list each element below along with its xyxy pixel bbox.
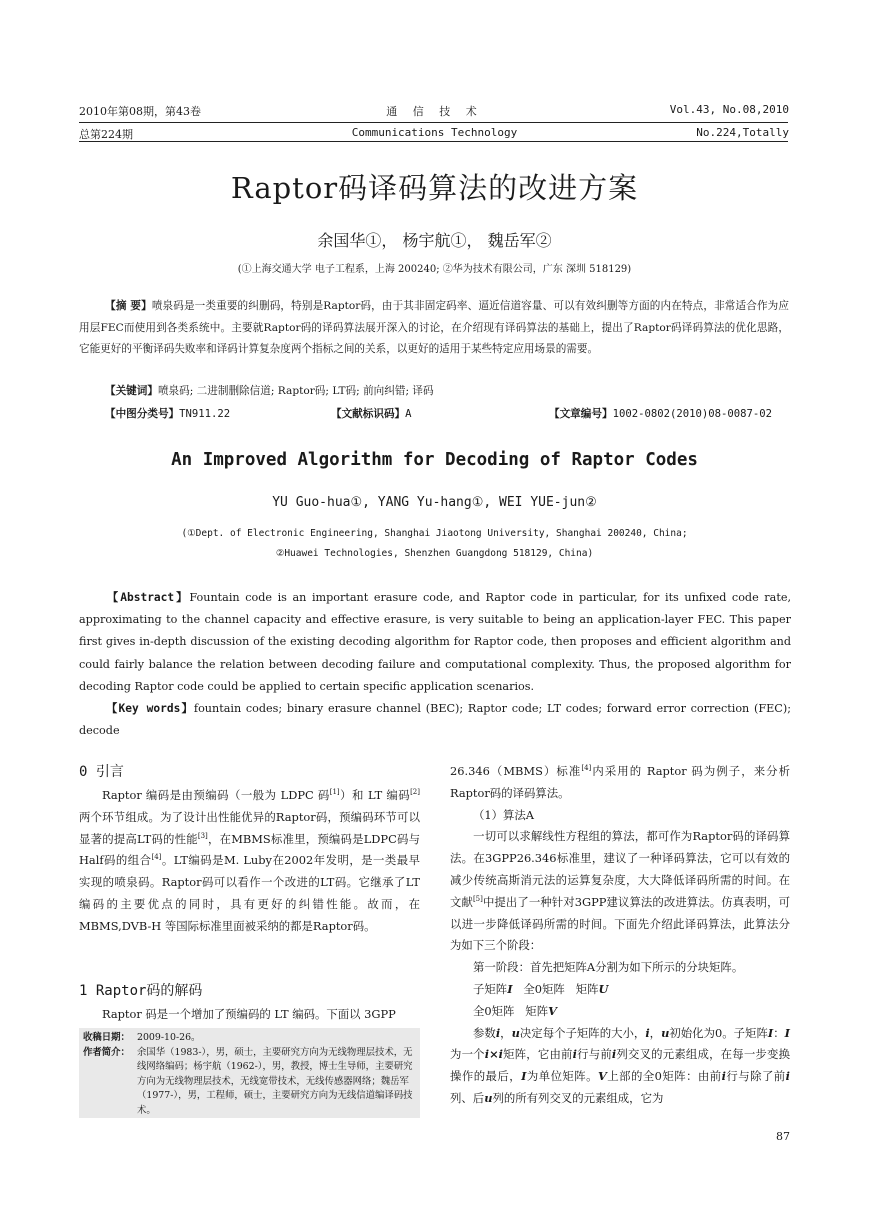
p2-I3: I: [521, 1069, 527, 1084]
section-1-body: [79, 1004, 420, 1026]
alg-text-1: 一切可以求解线性方程组的算法，都可作为Raptor码的译码算法。在3GPP26.346标准里，建议了一种译码算法，它可以有效的减少传统高斯消元法的运算复杂度，大大降低译码所需的时间。在文献: [450, 829, 790, 909]
mat-label-1: 矩阵: [575, 981, 599, 996]
mat-label-2: 矩阵: [525, 1003, 549, 1018]
mat-zero-1: 全0矩阵: [523, 981, 565, 996]
p2-k: 上部的全0矩阵：由前: [606, 1069, 722, 1084]
affiliation-en-1: (①Dept. of Electronic Engineering, Shanghai Jiaotong University, Shanghai 200240, China;: [181, 528, 688, 539]
p2-d: ：: [773, 1025, 785, 1040]
sec0-text-4: ，在MBMS标准里，预编码是LDPC码与Half码的组合: [79, 831, 420, 868]
header-volume: Vol.43, No.08,2010: [669, 103, 789, 116]
right-intro-text-1: 26.346（MBMS）标准: [450, 764, 582, 778]
bio-label: 作者简介：: [83, 1046, 130, 1058]
paper-title-cn: Raptor码译码算法的改进方案: [230, 171, 639, 205]
p2-i6: i: [785, 1069, 790, 1084]
ref-4b: [4]: [581, 764, 592, 773]
abstract-en: [79, 587, 791, 742]
p2-sep: ，: [500, 1025, 512, 1040]
p2-u2: u: [661, 1025, 670, 1040]
p2-V: V: [597, 1069, 607, 1084]
header-journal-cn: 通 信 技 术: [386, 105, 483, 118]
ref-5: [5]: [472, 894, 483, 903]
p2-h: 列交叉的元素组成，在每一步变换操作的最后，: [450, 1047, 790, 1084]
algorithm-a-label: （1）算法A: [473, 807, 535, 822]
keywords-en-label: 【Key words】: [105, 702, 194, 716]
article-number-value: 1002-0802(2010)08-0087-02: [612, 408, 773, 420]
paper-title-en: An Improved Algorithm for Decoding of Raptor Codes: [171, 450, 698, 470]
clc-value: TN911.22: [179, 408, 231, 420]
p2-I: I: [767, 1025, 774, 1040]
mat-U: U: [598, 981, 609, 996]
authors-en: YU Guo-hua①, YANG Yu-hang①, WEI YUE-jun②: [272, 495, 597, 510]
param-para: [450, 1023, 790, 1110]
doc-code-label: 【文献标识码】: [331, 408, 406, 420]
algorithm-a-para: [450, 826, 790, 957]
section-1-heading: 1 Raptor码的解码: [79, 983, 203, 999]
header-total: No.224,Totally: [696, 126, 789, 139]
alg-text-2: 中提出了一种针对3GPP建议算法的改进算法。仿真表明，可以进一步降低译码所需的时间。下面先介绍此译码算法，此算法分为如下三个阶段：: [450, 894, 790, 953]
received-date-row: [83, 1031, 416, 1046]
p2-m: 列、后: [450, 1090, 485, 1105]
header-issue: 2010年第08期，第43卷: [79, 105, 201, 118]
section-0-body: [79, 785, 420, 938]
header-rule-top: [79, 122, 788, 123]
p2-a: 参数: [473, 1025, 496, 1040]
p2-u: u: [511, 1025, 520, 1040]
abstract-en-text: Fountain code is an important erasure code, and Raptor code in particular, for its unfixed code rate, approximating to the channel capacity and effective erasure, is very suitable to being an application-layer FEC. This paper first gives in-depth discussion of the existing decoding algorithm for Raptor code, then proposes and efficient algorithm and could fairly balance the relation between decoding failure and computational complexity. Thus, the proposed algorithm for decoding Raptor code could be applied to certain specific application scenarios.: [79, 591, 791, 693]
p2-I2: I: [784, 1025, 790, 1040]
p2-i5: i: [721, 1069, 726, 1084]
page-number: 87: [776, 1130, 790, 1143]
keywords-cn-label: 【关键词】: [105, 385, 158, 397]
affiliation-en-2: ②Huawei Technologies, Shenzhen Guangdong 518129, China): [275, 548, 594, 559]
p2-j: 为单位矩阵。: [526, 1069, 598, 1084]
right-intro: [450, 761, 790, 805]
ref-4: [4]: [151, 853, 162, 862]
p2-b: 决定每个子矩阵的大小，: [519, 1025, 646, 1040]
author-bio: 余国华（1983-），男，硕士，主要研究方向为无线物理层技术，无线网络编码；杨宇航（1962-），男，教授，博士生导师，主要研究方向为无线物理层技术，无线宽带技术，无线传感器网络；魏岳军（1977-），男，工程师，硕士，主要研究方向为无线信道编译码技术。: [137, 1046, 413, 1116]
received-label: 收稿日期：: [83, 1032, 130, 1043]
p2-i: i: [495, 1025, 501, 1040]
p2-e: 为一个: [450, 1047, 485, 1062]
abstract-cn-text: 喷泉码是一类重要的纠删码，特别是Raptor码，由于其非固定码率、逼近信道容量、可以有效纠删等方面的内在特点，非常适合作为应用层FEC而使用到各类系统中。主要就Raptor码的译码算法展开深入的讨论，在介绍现有译码算法的基础上，提出了Raptor码译码算法的优化思路，它能更好的平衡译码失败率和译码计算复杂度两个指标之间的关系，以更好的适用于某些特定应用场景的需要。: [79, 300, 789, 355]
abstract-cn-label: 【摘 要】: [105, 300, 152, 312]
algorithm-a-heading: [450, 805, 790, 827]
stage-one-text: 第一阶段：首先把矩阵A分割为如下所示的分块矩阵。: [473, 960, 744, 975]
header-journal-en: Communications Technology: [351, 126, 518, 139]
sec1-text-1: Raptor 码是一个增加了预编码的 LT 编码。下面以 3GPP: [102, 1007, 396, 1021]
author-footnote: [79, 1028, 420, 1118]
keywords-cn: [79, 383, 789, 398]
p2-g: 行与前: [576, 1047, 612, 1062]
header-total-issue: 总第224期: [79, 128, 133, 141]
ref-1: [1]: [329, 788, 340, 797]
authors-cn: 余国华①， 杨宇航①， 魏岳军②: [317, 231, 552, 250]
mat-zero-2: 全0矩阵: [473, 1003, 515, 1018]
right-column: [450, 761, 790, 1110]
received-date: 2009-10-26。: [137, 1032, 201, 1043]
abstract-cn: [79, 296, 789, 361]
ref-2: [2]: [410, 788, 420, 797]
p2-n: 列的所有列交叉的元素组成，它为: [492, 1090, 664, 1105]
mat-label-sub: 子矩阵: [473, 981, 508, 996]
right-intro-text-2: 内采用的 Raptor 码为例子，来分析Raptor码的译码算法。: [450, 764, 791, 800]
sec0-text-3: 两个环节组成。为了设计出性能优异的Raptor码，预编码环节可以显著的提高LT码的性能: [79, 809, 420, 846]
p2-i3: i: [572, 1047, 577, 1062]
sec0-text-2: ）和 LT 编码: [339, 788, 411, 802]
author-bio-row: [83, 1046, 416, 1119]
p2-u3: u: [484, 1090, 493, 1105]
matrix-row-1: [450, 979, 790, 1001]
affiliation-cn: (①上海交通大学 电子工程系，上海 200240; ②华为技术有限公司，广东 深圳 518129): [237, 264, 632, 275]
mat-V: V: [548, 1003, 557, 1018]
matrix-row-2: [450, 1001, 790, 1023]
p2-c: 初始化为0。子矩阵: [669, 1025, 768, 1040]
article-number-label: 【文章编号】: [549, 408, 613, 420]
mat-I: I: [507, 981, 513, 996]
abstract-en-label: 【Abstract】: [105, 591, 190, 604]
keywords-en-text: fountain codes; binary erasure channel (BEC); Raptor code; LT codes; forward error correction (FEC); decode: [79, 702, 791, 738]
header-rule-bottom: [79, 141, 788, 142]
p2-l: 行与除了前: [725, 1069, 786, 1084]
p2-i2: i: [645, 1025, 650, 1040]
stage-one: [450, 957, 790, 979]
keywords-cn-text: 喷泉码; 二进制删除信道; Raptor码; LT码; 前向纠错; 译码: [157, 385, 434, 397]
p2-ixi: i×i: [484, 1047, 503, 1062]
sec0-text-1: Raptor 编码是由预编码（一般为 LDPC 码: [102, 788, 330, 802]
p2-i4: i: [611, 1047, 617, 1062]
ref-3: [3]: [197, 831, 208, 840]
p2-f: 矩阵，它由前: [502, 1047, 573, 1062]
clc-label: 【中图分类号】: [105, 408, 180, 420]
doc-code-value: A: [405, 408, 412, 420]
p2-sep2: ，: [649, 1025, 662, 1040]
sec0-text-5: 。LT编码是M. Luby在2002年发明，是一类最早实现的喷泉码。Raptor码可以看作一个改进的LT码。它继承了LT编码的主要优点的同时，具有更好的纠错性能。故而，在 MBMS,DVB-H 等国际标准里面被采纳的都是Raptor码。: [79, 853, 420, 933]
section-0-heading: 0 引言: [79, 764, 124, 780]
